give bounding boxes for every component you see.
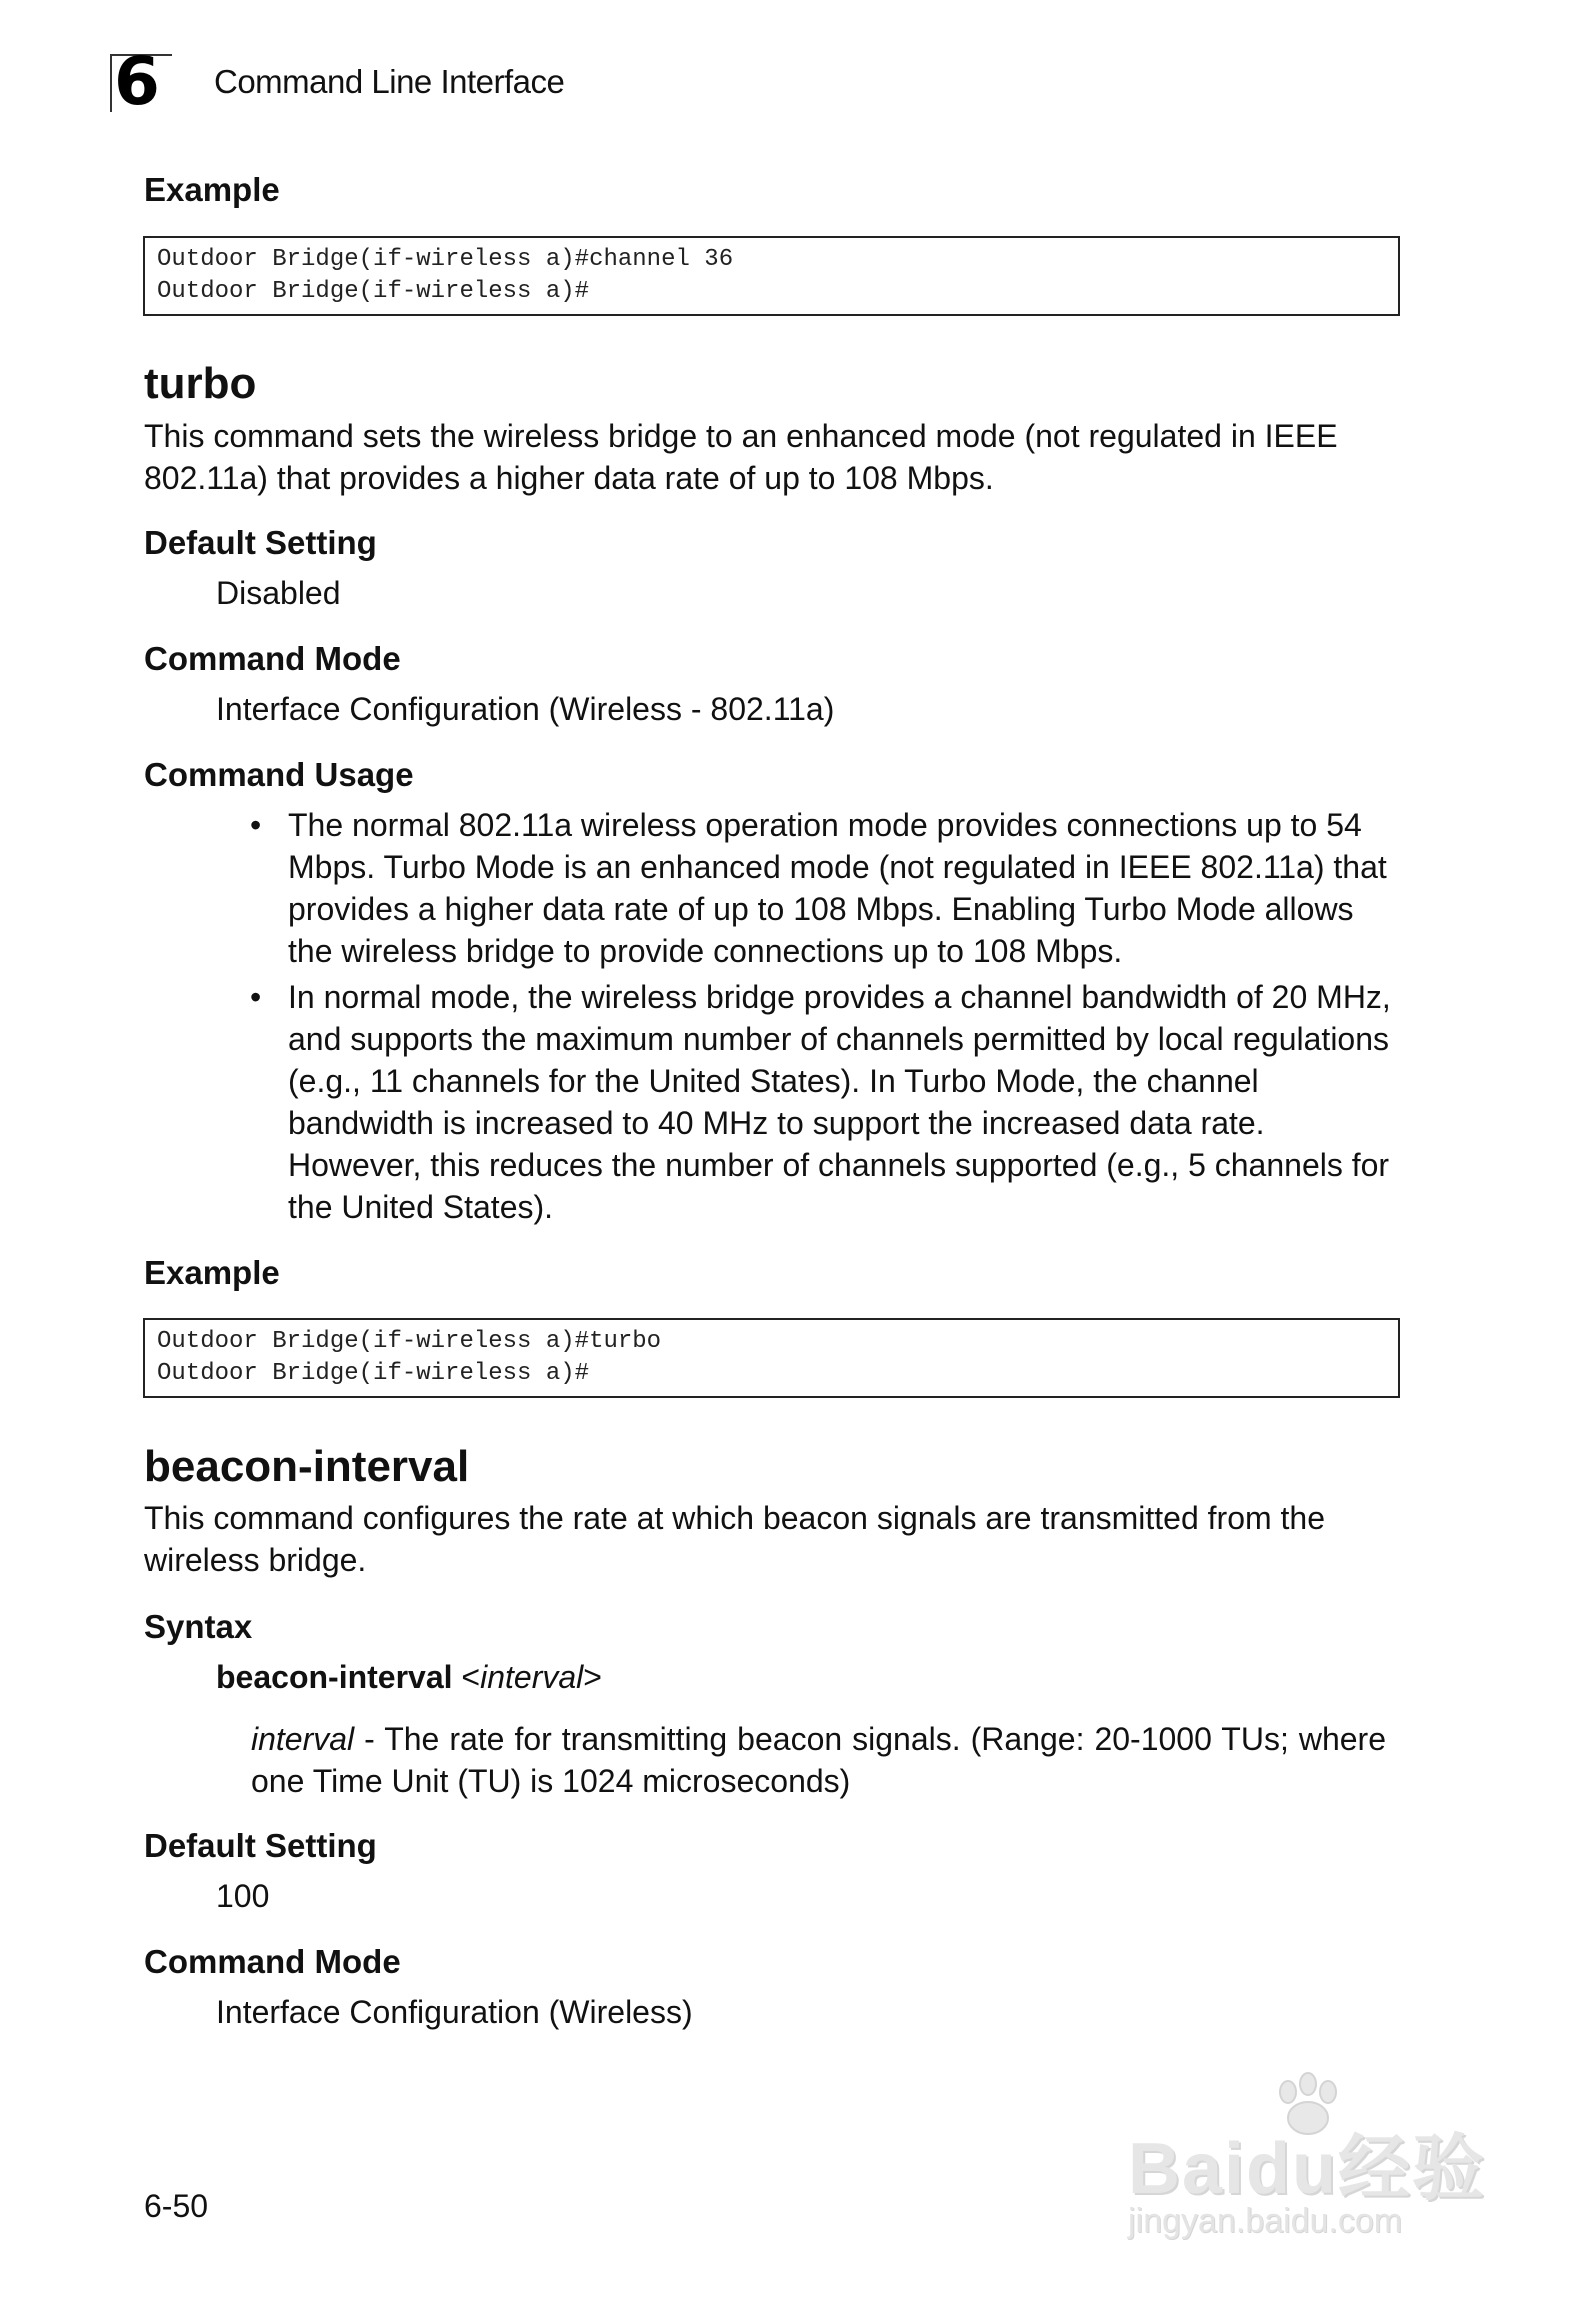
command-usage-list (246, 804, 1406, 1232)
parameter-text: - The rate for transmitting beacon signals. (Range: 20-1000 TUs; where one Time Unit (TU) is 1024 microseconds) (251, 1721, 1386, 1799)
default-setting-heading: Default Setting (144, 524, 377, 561)
code-example-turbo (143, 1318, 1400, 1398)
syntax-line (216, 1656, 602, 1698)
default-setting-value: Disabled (216, 575, 341, 611)
parameter-name: interval (251, 1721, 355, 1757)
watermark-url: jingyan.baidu.com (1128, 2202, 1403, 2240)
beacon-description: This command configures the rate at which beacon signals are transmitted from the wireless bridge. (144, 1500, 1326, 1578)
example-heading: Example (144, 1254, 280, 1291)
watermark-main-text: Baidu经验 (1128, 2129, 1487, 2209)
syntax-arg-close: > (583, 1659, 602, 1695)
page-number: 6-50 (144, 2188, 209, 2224)
default-setting-value: 100 (216, 1878, 270, 1914)
default-setting-heading: Default Setting (144, 1827, 377, 1864)
usage-text: The normal 802.11a wireless operation mode provides connections up to 54 Mbps. Turbo Mode is an enhanced mode (not regulated in IEEE 802.11a) that provides a higher data rate of up to 108 Mbps. Enabling Turbo Mode allows the wireless bridge to provide connections up to 108 Mbps. (288, 807, 1387, 969)
syntax-arg-open: < (452, 1659, 481, 1695)
code-line: Outdoor Bridge(if-wireless a)# (157, 1360, 590, 1387)
command-title-turbo: turbo (144, 359, 257, 408)
syntax-heading: Syntax (144, 1608, 253, 1645)
command-usage-heading: Command Usage (144, 756, 414, 793)
chapter-title: Command Line Interface (214, 63, 565, 100)
code-line: Outdoor Bridge(if-wireless a)#turbo (157, 1328, 662, 1355)
command-mode-value: Interface Configuration (Wireless) (216, 1994, 693, 2030)
parameter-description (251, 1718, 1386, 1802)
list-item: • In normal mode, the wireless bridge provides a channel bandwidth of 20 MHz, and supports the maximum number of channels permitted by local regulations (e.g., 11 channels for the United States). In Turbo Mode, the channel bandwidth is increased to 40 MHz to support the increased data rate. However, this reduces the number of channels supported (e.g., 5 channels for the United States). (250, 979, 1391, 1225)
code-example-channel (143, 236, 1400, 316)
command-mode-heading: Command Mode (144, 1943, 401, 1980)
syntax-command: beacon-interval (216, 1659, 453, 1695)
list-item: • The normal 802.11a wireless operation mode provides connections up to 54 Mbps. Turbo Mode is an enhanced mode (not regulated in IEEE 802.11a) that provides a higher data rate of up to 108 Mbps. Enabling Turbo Mode allows the wireless bridge to provide connections up to 108 Mbps. (250, 807, 1387, 969)
code-line: Outdoor Bridge(if-wireless a)# (157, 278, 590, 305)
chapter-number: 6 (114, 43, 160, 120)
usage-text: In normal mode, the wireless bridge provides a channel bandwidth of 20 MHz, and supports the maximum number of channels permitted by local regulations (e.g., 11 channels for the United States). In Turbo Mode, the channel bandwidth is increased to 40 MHz to support the increased data rate. However, this reduces the number of channels supported (e.g., 5 channels for the United States). (288, 979, 1391, 1225)
syntax-arg: interval (480, 1659, 584, 1695)
code-line: Outdoor Bridge(if-wireless a)#channel 36 (157, 246, 734, 273)
command-mode-value: Interface Configuration (Wireless - 802.11a) (216, 691, 835, 727)
example-heading: Example (144, 171, 280, 208)
turbo-description: This command sets the wireless bridge to an enhanced mode (not regulated in IEEE 802.11a) that provides a higher data rate of up to 108 Mbps. (144, 418, 1338, 496)
command-title-beacon-interval: beacon-interval (144, 1442, 470, 1491)
command-mode-heading: Command Mode (144, 640, 401, 677)
baidu-watermark (1118, 2070, 1498, 2260)
